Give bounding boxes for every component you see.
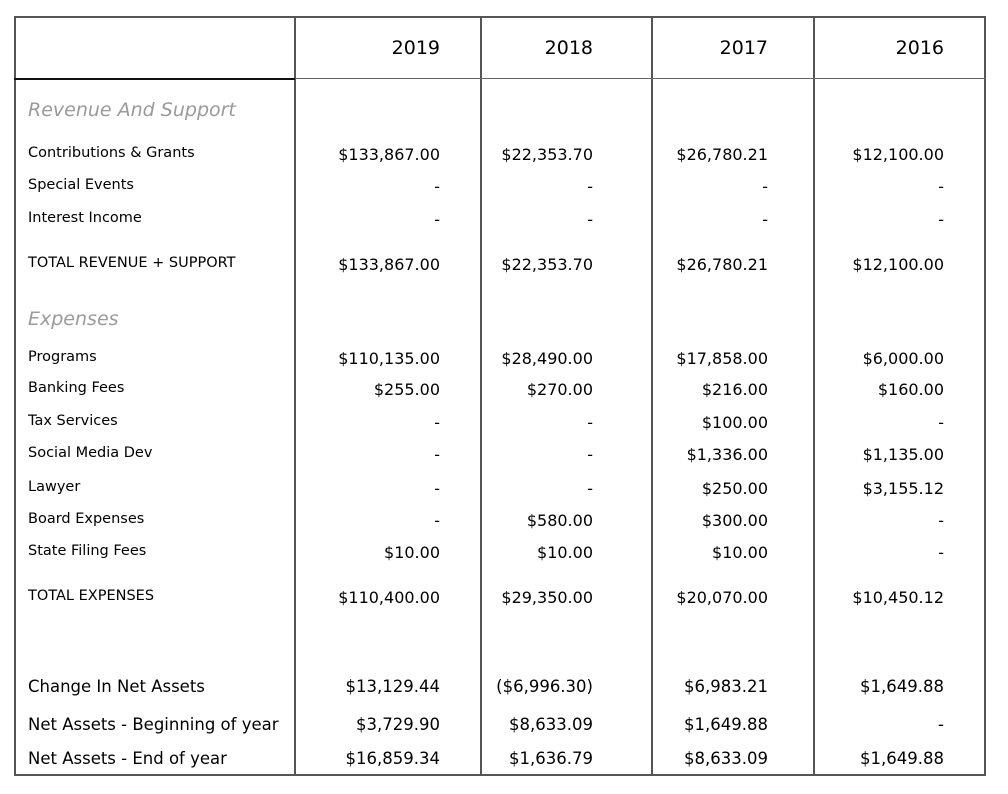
year-header-2018: 2018 <box>544 37 593 59</box>
row-label: Interest Income <box>28 210 142 226</box>
table-cell: - <box>938 210 944 229</box>
table-cell: $16,859.34 <box>345 749 440 768</box>
row-label: Board Expenses <box>28 511 145 527</box>
table-cell: - <box>938 413 944 432</box>
table-cell: $26,780.21 <box>676 145 768 164</box>
table-cell: $28,490.00 <box>501 349 593 368</box>
table-cell: $580.00 <box>526 511 593 530</box>
table-cell: $13,129.44 <box>345 677 440 696</box>
row-label: Banking Fees <box>28 380 125 396</box>
table-cell: - <box>587 479 593 498</box>
row-label: Tax Services <box>28 413 118 429</box>
row-label: Net Assets - End of year <box>28 749 227 768</box>
section-heading-revenue: Revenue And Support <box>28 99 236 121</box>
table-cell: - <box>938 715 944 734</box>
table-cell: ($6,996.30) <box>496 677 593 696</box>
section-heading-expenses: Expenses <box>28 308 119 330</box>
table-cell: - <box>762 210 768 229</box>
table-cell: $8,633.09 <box>684 749 768 768</box>
table-cell: $250.00 <box>701 479 768 498</box>
table-cell: - <box>762 177 768 196</box>
table-cell: - <box>587 413 593 432</box>
header-divider <box>14 78 295 80</box>
table-cell: $110,135.00 <box>338 349 440 368</box>
column-divider <box>480 16 482 776</box>
table-cell: $12,100.00 <box>852 255 944 274</box>
table-cell: $6,000.00 <box>862 349 944 368</box>
column-divider <box>294 16 296 776</box>
table-cell: - <box>434 210 440 229</box>
table-cell: $22,353.70 <box>501 255 593 274</box>
table-cell: $17,858.00 <box>676 349 768 368</box>
table-cell: $6,983.21 <box>684 677 768 696</box>
table-cell: - <box>587 177 593 196</box>
financial-table-frame <box>14 16 986 776</box>
table-cell: $10.00 <box>712 543 768 562</box>
row-label-total-expenses: TOTAL EXPENSES <box>28 588 155 604</box>
table-cell: - <box>938 177 944 196</box>
table-cell: $100.00 <box>701 413 768 432</box>
table-cell: $1,649.88 <box>860 677 944 696</box>
table-cell: $10.00 <box>537 543 593 562</box>
table-cell: $255.00 <box>373 380 440 399</box>
row-label: Social Media Dev <box>28 445 153 461</box>
column-divider <box>651 16 653 776</box>
table-cell: - <box>434 413 440 432</box>
table-cell: - <box>434 511 440 530</box>
table-cell: $133,867.00 <box>338 145 440 164</box>
table-cell: $10.00 <box>384 543 440 562</box>
table-cell: $8,633.09 <box>509 715 593 734</box>
table-cell: - <box>434 177 440 196</box>
table-cell: - <box>434 479 440 498</box>
table-cell: $10,450.12 <box>852 588 944 607</box>
column-divider <box>813 16 815 776</box>
row-label: Special Events <box>28 177 134 193</box>
year-header-2019: 2019 <box>391 37 440 59</box>
table-cell: $22,353.70 <box>501 145 593 164</box>
row-label: Programs <box>28 349 97 365</box>
table-cell: $1,135.00 <box>862 445 944 464</box>
table-cell: $270.00 <box>526 380 593 399</box>
year-header-2017: 2017 <box>719 37 768 59</box>
table-cell: $1,649.88 <box>860 749 944 768</box>
row-label: State Filing Fees <box>28 543 147 559</box>
table-cell: $3,729.90 <box>356 715 440 734</box>
table-cell: - <box>587 210 593 229</box>
table-cell: $300.00 <box>701 511 768 530</box>
table-cell: $20,070.00 <box>676 588 768 607</box>
table-cell: $160.00 <box>877 380 944 399</box>
table-cell: $3,155.12 <box>862 479 944 498</box>
table-cell: $12,100.00 <box>852 145 944 164</box>
table-cell: - <box>587 445 593 464</box>
table-cell: $26,780.21 <box>676 255 768 274</box>
row-label: Lawyer <box>28 479 81 495</box>
table-cell: $1,649.88 <box>684 715 768 734</box>
row-label: Net Assets - Beginning of year <box>28 715 279 734</box>
table-cell: $1,636.79 <box>509 749 593 768</box>
row-label-total-revenue: TOTAL REVENUE + SUPPORT <box>28 255 236 271</box>
year-header-2016: 2016 <box>895 37 944 59</box>
table-cell: $216.00 <box>701 380 768 399</box>
table-cell: $133,867.00 <box>338 255 440 274</box>
table-cell: $1,336.00 <box>686 445 768 464</box>
row-label: Change In Net Assets <box>28 677 205 696</box>
header-divider <box>295 78 986 79</box>
table-cell: - <box>938 511 944 530</box>
table-cell: $29,350.00 <box>501 588 593 607</box>
table-cell: - <box>938 543 944 562</box>
table-cell: $110,400.00 <box>338 588 440 607</box>
table-cell: - <box>434 445 440 464</box>
row-label: Contributions & Grants <box>28 145 195 161</box>
